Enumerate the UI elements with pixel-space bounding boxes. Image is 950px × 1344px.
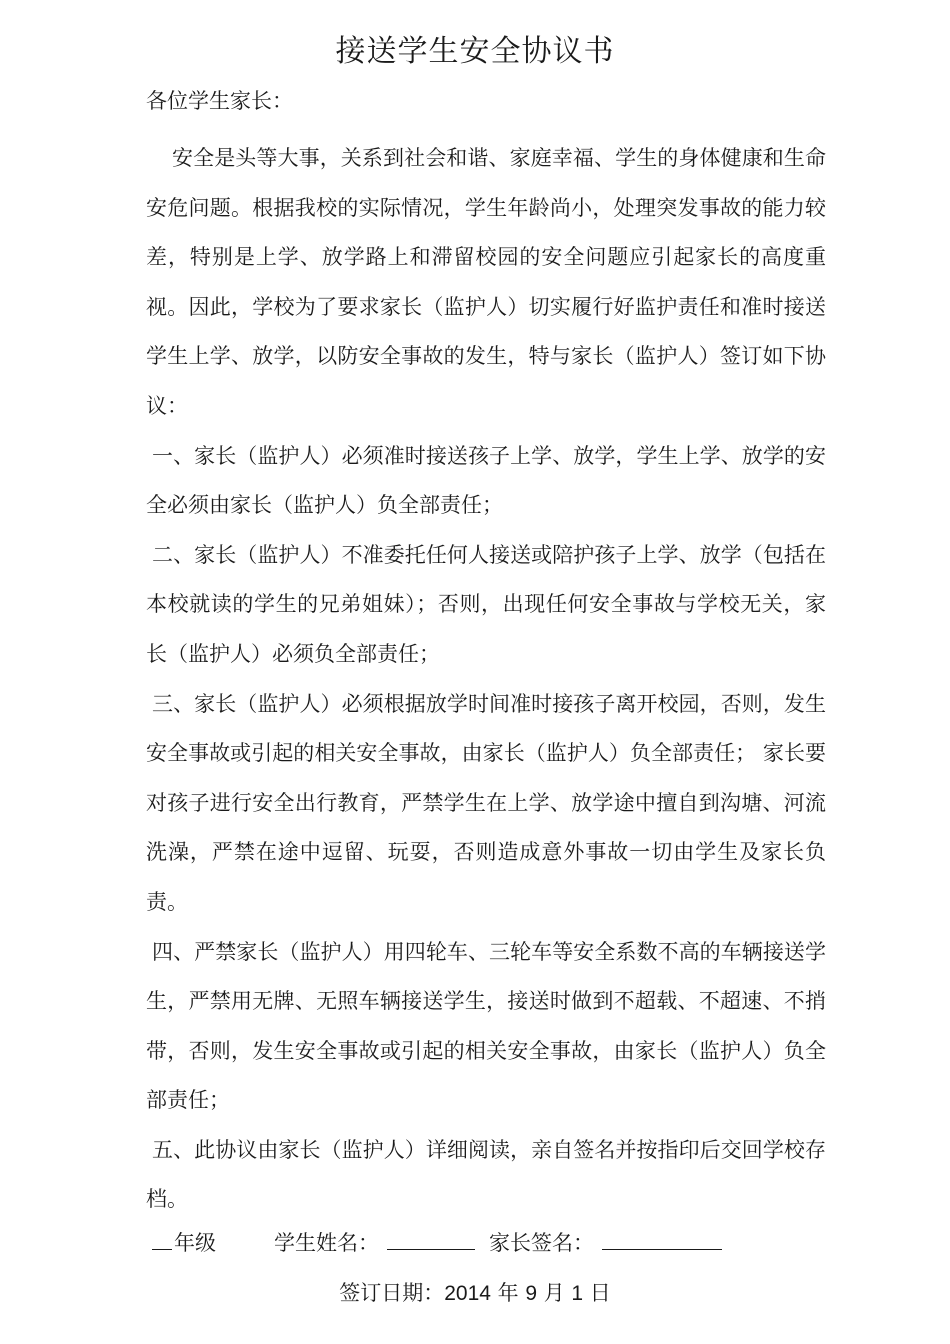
clause-3: 三、家长（监护人）必须根据放学时间准时接孩子离开校园，否则，发生安全事故或引起的相关安全事故，由家长（监护人）负全部责任； 家长要对孩子进行安全出行教育，严禁学生在上学、放学途中擅自到沟塘、河流洗澡，严禁在途中逗留、玩耍，否则造成意外事故一切由学生及家长负责。 <box>146 691 826 914</box>
clause-5: 五、此协议由家长（监护人）详细阅读，亲自签名并按指印后交回学校存档。 <box>146 1137 826 1212</box>
date-day: 1 <box>571 1282 584 1305</box>
document-body <box>146 134 826 1225</box>
date-month: 9 <box>525 1282 538 1305</box>
parent-signature-blank[interactable] <box>602 1229 722 1250</box>
document-title: 接送学生安全协议书 <box>335 34 615 69</box>
greeting: 各位学生家长： <box>146 89 293 113</box>
clause-4: 四、严禁家长（监护人）用四轮车、三轮车等安全系数不高的车辆接送学生，严禁用无牌、无照车辆接送学生，接送时做到不超载、不超速、不捎带，否则，发生安全事故或引起的相关安全事故，由家长（监护人）负全部责任； <box>146 939 826 1113</box>
grade-label: 年级 <box>174 1231 216 1255</box>
grade-blank[interactable] <box>152 1229 172 1250</box>
parent-signature-label: 家长签名： <box>489 1231 594 1255</box>
date-label: 签订日期： <box>339 1281 445 1305</box>
signing-date <box>0 1278 950 1309</box>
student-name-blank[interactable] <box>387 1229 475 1250</box>
intro-paragraph: 安全是头等大事，关系到社会和谐、家庭幸福、学生的身体健康和生命安危问题。根据我校的实际情况，学生年龄尚小，处理突发事故的能力较差，特别是上学、放学路上和滞留校园的安全问题应引起家长的高度重视。因此，学校为了要求家长（监护人）切实履行好监护责任和准时接送学生上学、放学，以防安全事故的发生，特与家长（监护人）签订如下协议： <box>146 146 826 418</box>
signature-row <box>152 1228 722 1258</box>
date-year-unit: 年 <box>497 1281 519 1305</box>
date-month-unit: 月 <box>543 1281 565 1305</box>
clause-1: 一、家长（监护人）必须准时接送孩子上学、放学，学生上学、放学的安全必须由家长（监护人）负全部责任； <box>146 443 826 518</box>
clause-2: 二、家长（监护人）不准委托任何人接送或陪护孩子上学、放学（包括在本校就读的学生的兄弟姐妹）；否则，出现任何安全事故与学校无关，家长（监护人）必须负全部责任； <box>146 542 826 666</box>
date-day-unit: 日 <box>589 1281 611 1305</box>
student-name-label: 学生姓名： <box>274 1231 379 1255</box>
date-year: 2014 <box>444 1282 491 1305</box>
